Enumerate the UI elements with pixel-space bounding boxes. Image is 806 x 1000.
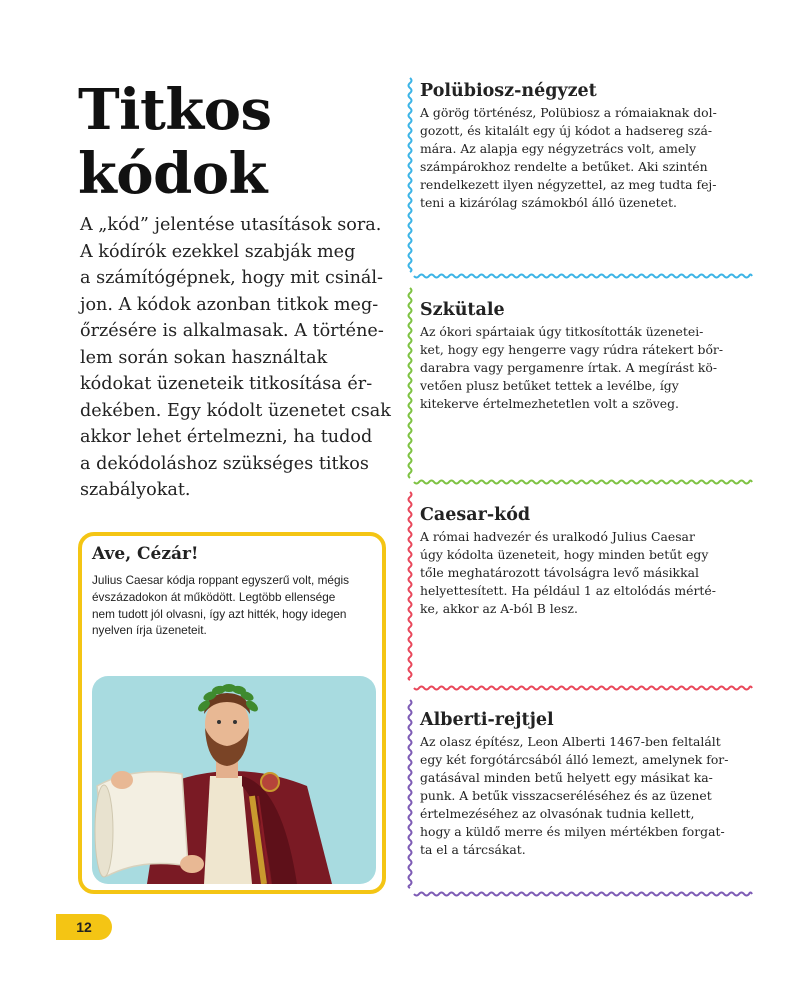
section-line: darabra vagy pergamenre írtak. A megírást kö- bbox=[420, 360, 718, 375]
section-line: ket, hogy egy hengerre vagy rúdra rátekert bőr- bbox=[420, 342, 724, 357]
section-line: punk. A betűk visszacseréléséhez és az üzenet bbox=[420, 788, 712, 803]
box-line: nem tudott jól olvasni, így azt hitték, hogy idegen bbox=[92, 606, 347, 621]
intro-line: A kódírók ezekkel szabják meg bbox=[80, 241, 356, 262]
intro-line: A „kód” jelentése utasítások sora. bbox=[80, 215, 382, 235]
section-line: értelmezéséhez az olvasónak tudnia kellett, bbox=[420, 806, 695, 821]
intro-line: őrzésére is alkalmasak. A történe- bbox=[80, 321, 384, 341]
intro-paragraph bbox=[80, 212, 391, 504]
section-body-caesar bbox=[420, 528, 740, 618]
section-line: ta el a tárcsákat. bbox=[420, 842, 526, 857]
section-line: Az ókori spártaiak úgy titkosították üzenetei- bbox=[420, 324, 704, 339]
page-title bbox=[78, 78, 378, 206]
divider-blue-horizontal bbox=[414, 275, 752, 278]
section-line: tőle meghatározott távolságra levő másikkal bbox=[420, 565, 699, 580]
ave-cezar-box bbox=[78, 532, 386, 894]
section-line: A római hadvezér és uralkodó Julius Caesar bbox=[420, 529, 695, 544]
divider-red-horizontal bbox=[414, 687, 752, 690]
intro-line: jon. A kódok azonban titkok meg- bbox=[80, 294, 379, 315]
section-line: vetően plusz betűket tettek a levélbe, így bbox=[420, 378, 679, 393]
section-line: A görög történész, Polübiosz a rómaiaknak dol- bbox=[420, 105, 717, 120]
box-body bbox=[92, 572, 378, 639]
section-line: rendelkezett ilyen négyzettel, az meg tudta fej- bbox=[420, 177, 717, 192]
divider-purple-horizontal bbox=[414, 893, 752, 896]
section-line: helyettesített. Ha például 1 az eltolódás mérté- bbox=[420, 583, 716, 598]
section-line: úgy kódolta üzeneteit, hogy minden betűt egy bbox=[420, 547, 709, 562]
section-line: hogy a küldő merre és milyen mértékben forgat- bbox=[420, 824, 725, 839]
section-line: kitekerve értelmezhetetlen volt a szöveg. bbox=[420, 396, 679, 411]
title-line: Titkos bbox=[78, 77, 272, 143]
box-line: nyelven írja üzeneteit. bbox=[92, 623, 207, 638]
section-line: ke, akkor az A-ból B lesz. bbox=[420, 601, 578, 616]
intro-line: a számítógépnek, hogy mit csinál- bbox=[80, 268, 383, 288]
divider-purple-vertical bbox=[409, 700, 412, 888]
section-line: mára. Az alapja egy négyzetrács volt, amely bbox=[420, 141, 697, 156]
intro-line: szabályokat. bbox=[80, 480, 191, 500]
section-title-alberti: Alberti-rejtjel bbox=[420, 710, 554, 730]
intro-line: a dekódoláshoz szükséges titkos bbox=[80, 453, 369, 474]
section-line: gozott, és kitalált egy új kódot a hadsereg szá- bbox=[420, 123, 713, 138]
title-line: kódok bbox=[78, 141, 267, 207]
section-line: gatásával minden betű helyett egy másikat ka- bbox=[420, 770, 713, 785]
page-number: 12 bbox=[56, 914, 112, 940]
section-line: számpárokhoz rendelte a betűket. Aki szintén bbox=[420, 159, 708, 174]
section-title-caesar: Caesar-kód bbox=[420, 505, 531, 525]
intro-line: akkor lehet értelmezni, ha tudod bbox=[80, 427, 373, 447]
section-line: Az olasz építész, Leon Alberti 1467-ben feltalált bbox=[420, 734, 721, 749]
divider-green-horizontal bbox=[414, 481, 752, 484]
divider-red-vertical bbox=[409, 492, 412, 680]
section-body-alberti bbox=[420, 733, 740, 859]
section-body-polubiosz bbox=[420, 104, 740, 212]
intro-line: lem során sokan használtak bbox=[80, 347, 328, 368]
divider-blue-vertical bbox=[409, 78, 412, 272]
caesar-illustration bbox=[92, 636, 376, 884]
section-line: egy két forgótárcsából álló lemezt, amelynek for- bbox=[420, 752, 729, 767]
divider-green-vertical bbox=[409, 288, 412, 478]
intro-line: kódokat üzeneteik titkosítása ér- bbox=[80, 374, 373, 394]
box-line: évszázadokon át működött. Legtöbb ellensége bbox=[92, 589, 336, 604]
box-title: Ave, Cézár! bbox=[92, 544, 199, 564]
section-title-szkutale: Szkütale bbox=[420, 300, 505, 320]
section-title-polubiosz: Polübiosz-négyzet bbox=[420, 81, 597, 101]
box-line: Julius Caesar kódja roppant egyszerű volt, mégis bbox=[92, 573, 350, 587]
intro-line: dekében. Egy kódolt üzenetet csak bbox=[80, 400, 391, 421]
section-body-szkutale bbox=[420, 323, 740, 413]
section-line: teni a kizárólag számokból álló üzenetet. bbox=[420, 195, 677, 210]
